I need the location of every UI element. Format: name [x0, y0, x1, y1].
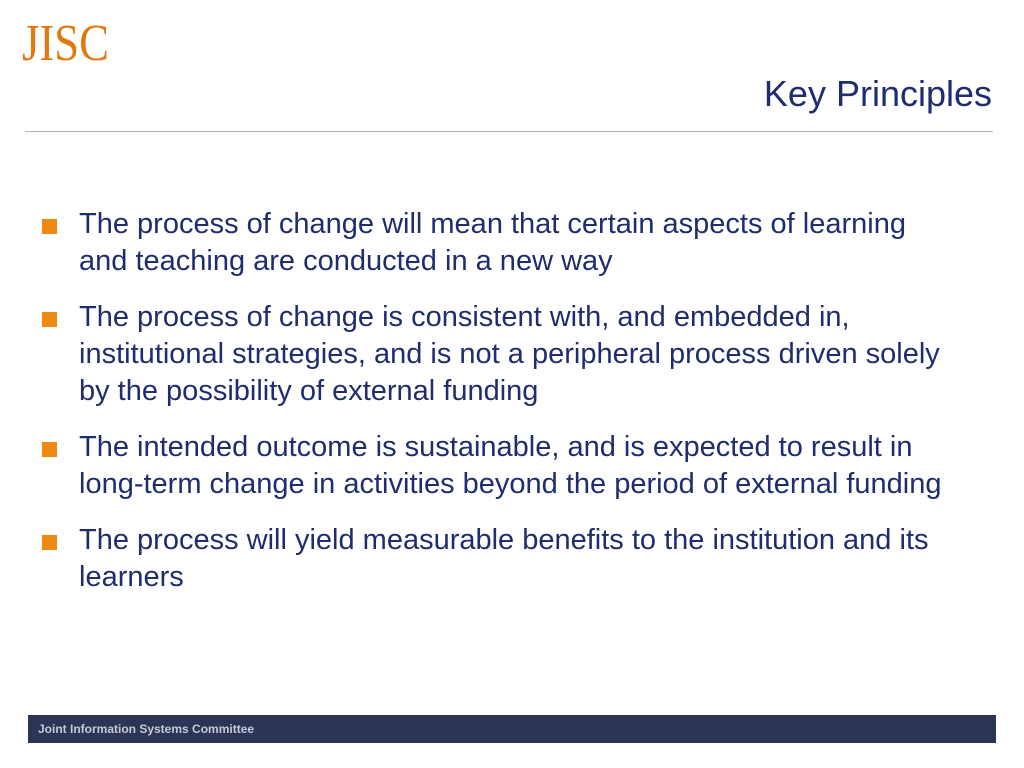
bullet-text: The process of change is consistent with, and embedded in, institutional strategies, and is not a peripheral process driven solely by the possibility of external funding [79, 301, 940, 407]
slide-title: Key Principles [763, 73, 992, 114]
title-divider [25, 131, 993, 132]
footer-text: Joint Information Systems Committee [38, 722, 255, 736]
bullet-item [42, 429, 962, 503]
bullet-text: The intended outcome is sustainable, and is expected to result in long-term change in activities beyond the period of external funding [79, 431, 942, 500]
bullet-item [42, 522, 962, 596]
square-bullet-icon [42, 312, 57, 327]
bullet-list [42, 206, 962, 615]
bullet-text: The process will yield measurable benefits to the institution and its learners [79, 524, 929, 593]
jisc-logo: JISC [22, 15, 109, 72]
bullet-text: The process of change will mean that certain aspects of learning and teaching are conducted in a new way [79, 208, 906, 277]
square-bullet-icon [42, 535, 57, 550]
square-bullet-icon [42, 442, 57, 457]
bullet-item [42, 299, 962, 410]
square-bullet-icon [42, 219, 57, 234]
bullet-item [42, 206, 962, 280]
footer-bar [28, 715, 996, 743]
